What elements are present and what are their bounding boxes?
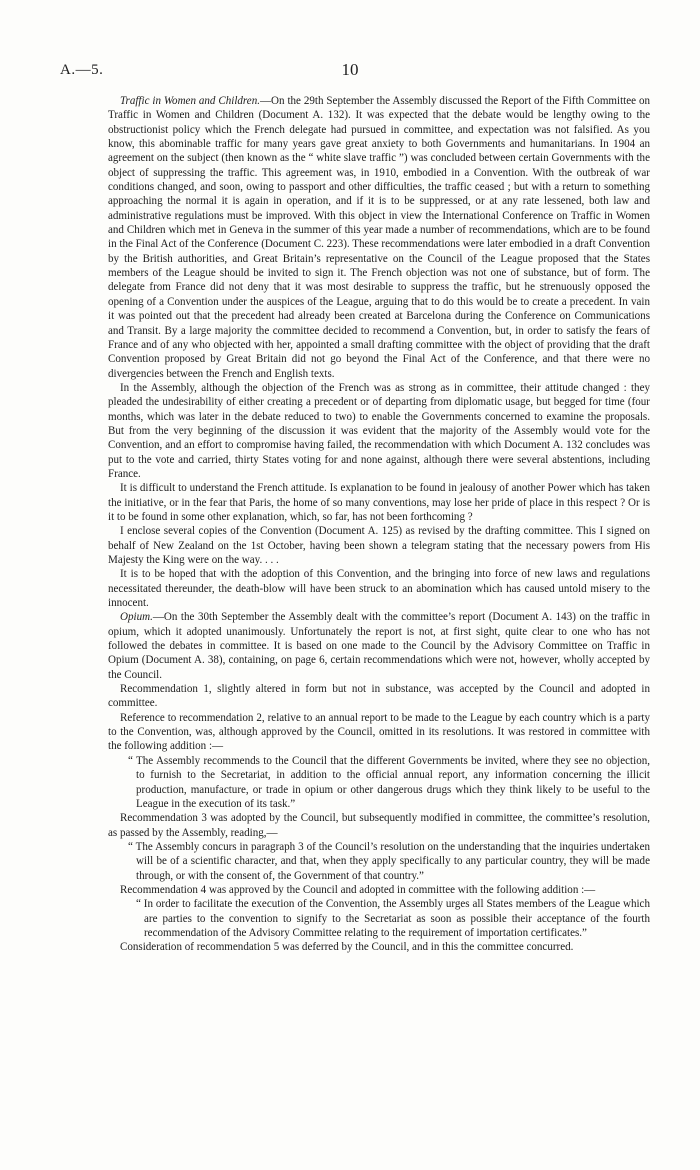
paragraph-opium (108, 610, 650, 682)
paragraph: Recommendation 3 was adopted by the Council, but subsequently modified in committee, the committee’s resolution, as passed by the Assembly, reading,— (108, 812, 650, 839)
document-reference: A.—5. (60, 62, 104, 78)
paragraph-text: —On the 29th September the Assembly discussed the Report of the Fifth Committee on Traffic in Women and Children (Document A. 132). It was expected that the debate would be lengthy owing to the obstructionist policy which the French delegate had pursued in committee, and expectation was not falsified. As you know, this abominable traffic for many years gave great anxiety to both Governments and humanitarians. In 1904 an agreement on the subject (then known as the “ white slave traffic ”) was concluded between certain Governments with the object of suppressing the traffic. This agreement was, in 1910, embodied in a Convention. With the outbreak of war conditions changed, and soon, owing to passport and other difficulties, the traffic ceased ; but with a return to something approaching the normal it is again in operation, and if it is to be suppressed, or at any rate lessened, both law and administrative regulations must be improved. With this object in view the International Conference on Traffic in Women and Children which met in Geneva in the summer of this year made a number of recommendations, which are to be found in the Final Act of the Conference (Document C. 223). These recommendations were later embodied in a draft Convention by the British authorities, and Great Britain’s representative on the Council of the League proposed that the States members of the League should be invited to sign it. The French objection was not one of substance, but of form. The delegate from France did not deny that it was most desirable to suppress the traffic, but he strenuously opposed the opening of a Convention under the auspices of the League, arguing that to do this would be to create a precedent. In vain it was pointed out that the precedent had already been created at Barcelona during the Conference on Communications and Transit. By a large majority the committee decided to recommend a Convention, but, in order to satisfy the fears of France and of any who objected with her, appointed a small drafting committee with the object of providing that the draft Convention proposed by Great Britain did not go beyond the Final Act of the Conference, and that there were no divergencies between the French and English texts. (108, 95, 650, 380)
paragraph: It is to be hoped that with the adoption of this Convention, and the bringing into force of new laws and regulations necessitated thereunder, the death-blow will have been struck to an abomination which has caused untold misery to the innocent. (108, 568, 650, 610)
paragraph: Reference to recommendation 2, relative to an annual report to be made to the League by each country which is a party to the Convention, was, although approved by the Council, omitted in its resolutions. It was restored in committee with the following addition :— (108, 711, 650, 753)
page-number: 10 (341, 60, 359, 79)
paragraph: It is difficult to understand the French attitude. Is explanation to be found in jealousy of another Power which has taken the initiative, or in the fear that Paris, the home of so many conventions, may lose her pride of place in this respect ? Or is it to be found in some other explanation, which, so far, has not been forthcoming ? (108, 482, 650, 523)
paragraph: Consideration of recommendation 5 was deferred by the Council, and in this the committee concurred. (120, 941, 574, 954)
paragraph-text: —On the 30th September the Assembly dealt with the committee’s report (Document A. 143) on the traffic in opium, which it adopted unanimously. Unfortunately the report is not, at first sight, quite clear to one who has not followed the debates in committee. It is based on one made to the Council by the Advisory Committee on Traffic in Opium (Document A. 38), containing, on page 6, certain recommendations which were not, however, wholly accepted by the Council. (108, 611, 650, 681)
paragraph: I enclose several copies of the Convention (Document A. 125) as revised by the drafting committee. This I signed on behalf of New Zealand on the 1st October, having been shown a telegram stating that the necessary powers from His Majesty the King were on the way. . . . (108, 525, 650, 566)
block-quote: “ The Assembly recommends to the Council that the different Governments be invited, where they see no objection, to furnish to the Secretariat, in addition to the official annual report, any information concerning the illicit production, manufacture, or trade in opium or other dangerous drugs which they think likely to be useful to the League in the execution of its task.” (128, 754, 650, 810)
paragraph: Recommendation 4 was approved by the Council and adopted in committee with the following addition :— (120, 883, 596, 896)
section-heading-traffic: Traffic in Women and Children. (120, 95, 260, 107)
paragraph: In the Assembly, although the objection of the French was as strong as in committee, their attitude changed : they pleaded the undesirability of either creating a precedent or of departing from diplomatic usage, but begged for time (four months, which was later in the debate reduced to two) to enable the Governments concerned to examine the proposals. But from the very beginning of the discussion it was evident that the majority of the Assembly would vote for the Convention, and an effort to compromise having failed, the recommendation with which Document A. 132 concludes was put to the vote and carried, thirty States voting for and none against, although there were several abstentions, including France. (108, 381, 650, 480)
document-body (108, 94, 650, 955)
paragraph-traffic (108, 94, 650, 381)
block-quote: “ In order to facilitate the execution of the Convention, the Assembly urges all States members of the League which are parties to the convention to signify to the Secretariat as soon as possible their acceptance of the fourth recommendation of the Advisory Committee relating to the requirement of importation certificates.” (136, 898, 650, 939)
block-quote: “ The Assembly concurs in paragraph 3 of the Council’s resolution on the understanding that the inquiries undertaken will be of a scientific character, and that, when they apply specifically to any particular country, they will be made through, or with the consent of, the Government of that country.” (128, 840, 650, 882)
paragraph: Recommendation 1, slightly altered in form but not in substance, was accepted by the Council and adopted in committee. (108, 683, 650, 710)
section-heading-opium: Opium. (120, 611, 153, 624)
